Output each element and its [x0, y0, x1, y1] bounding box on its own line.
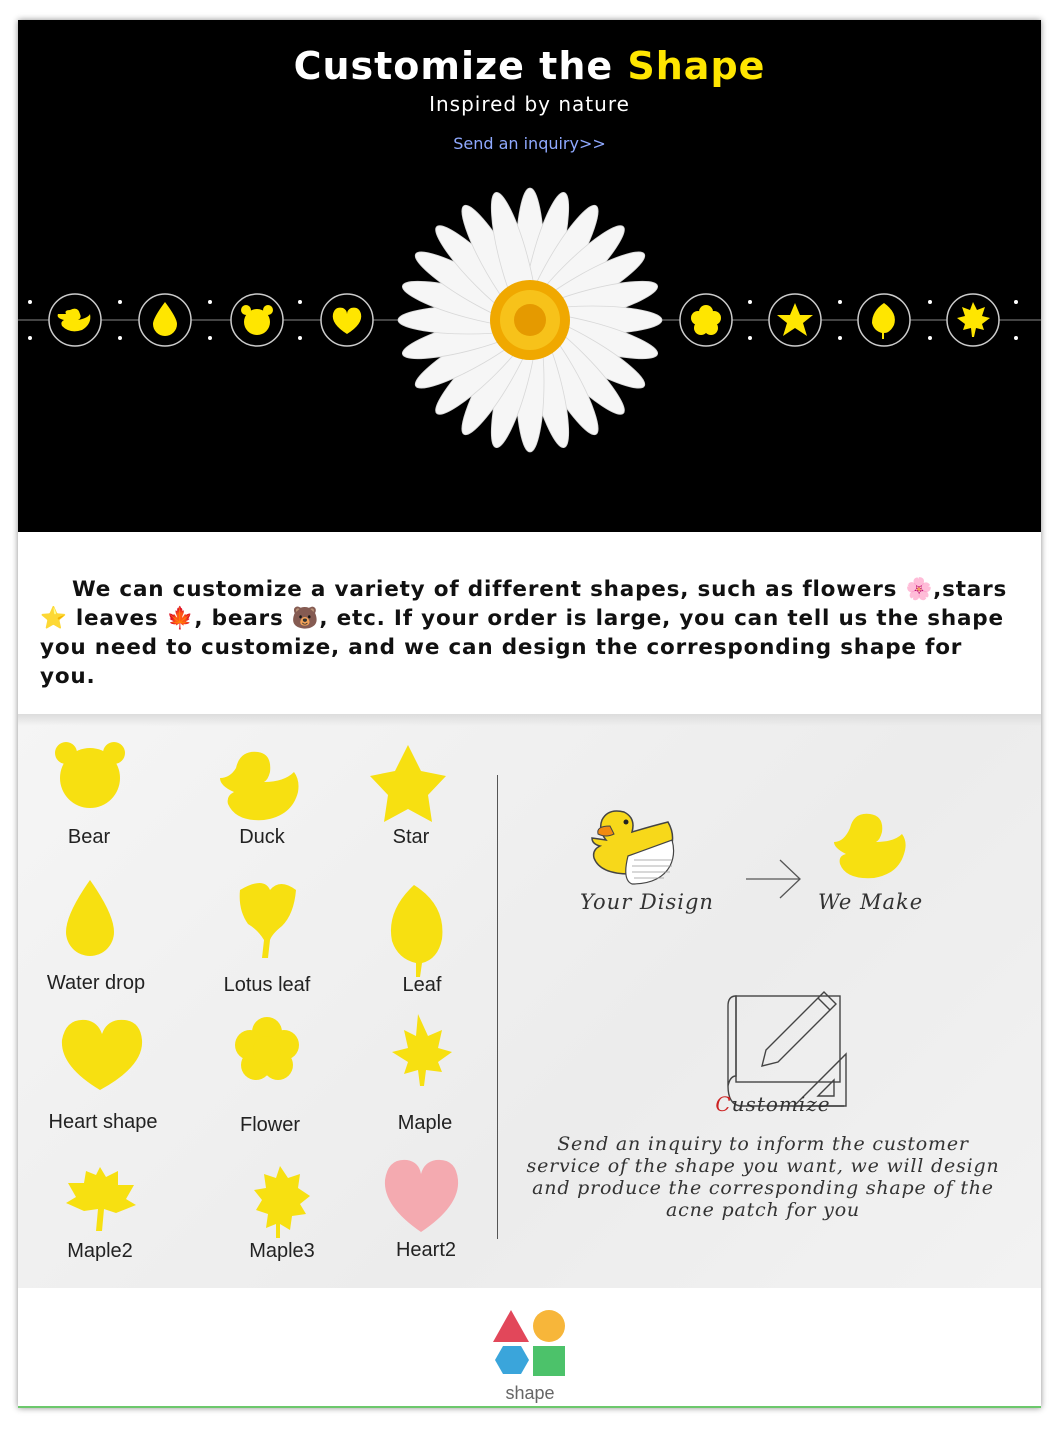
shape-label-flower: Flower — [239, 1114, 300, 1136]
footer-divider — [18, 1406, 1041, 1408]
star-shape-icon — [370, 745, 446, 822]
process-graphics — [498, 714, 1041, 1114]
heart2-shape-icon — [385, 1160, 458, 1232]
bear-emoji-icon: 🐻 — [291, 606, 320, 631]
star-emoji-icon: ⭐ — [40, 606, 68, 631]
send-inquiry-link[interactable]: Send an inquiry>> — [453, 134, 606, 153]
leaf-shape-icon — [391, 885, 443, 977]
shape-label-water-drop: Water drop — [46, 972, 146, 994]
shape-logo-icon — [493, 1308, 569, 1384]
shape-label-maple: Maple — [397, 1112, 453, 1134]
shape-label-maple2: Maple2 — [67, 1240, 133, 1262]
logo-text: shape — [505, 1383, 555, 1403]
shape-label-bear: Bear — [67, 826, 111, 848]
design-duck-sketch-icon — [592, 811, 674, 884]
flower-shape-icon — [235, 1017, 299, 1080]
shape-label-star: Star — [392, 826, 430, 848]
shape-label-lotus-leaf: Lotus leaf — [223, 974, 311, 996]
water-drop-shape-icon — [66, 880, 114, 956]
customize-sketch-icon — [728, 992, 846, 1106]
customize-description: Send an inquiry to inform the customer service of the shape you want, we will design and produce the corresponding shape of the acne patch for you — [526, 1133, 1000, 1221]
hero-subtitle: Inspired by nature — [429, 92, 630, 116]
shape-label-heart2: Heart2 — [395, 1239, 457, 1261]
flower-emoji-icon: 🌸 — [905, 577, 934, 602]
shape-label-maple3: Maple3 — [249, 1240, 315, 1262]
made-duck-icon — [834, 814, 906, 878]
shape-label-duck: Duck — [239, 826, 285, 848]
maple-shape-icon — [392, 1014, 452, 1086]
lotus-leaf-shape-icon — [240, 883, 296, 958]
maple3-shape-icon — [254, 1166, 310, 1238]
we-make-label: We Make — [818, 890, 924, 914]
bear-shape-icon — [55, 742, 125, 808]
arrow-right-icon — [746, 860, 800, 898]
page-frame — [18, 20, 1041, 1408]
intro-paragraph: We can customize a variety of different shapes, such as flowers 🌸,stars ⭐ leaves 🍁, bears 🐻, etc. If your order is large, you can tell us the shape you need to customize, and we can design the corresponding shape for you. — [40, 577, 1008, 689]
shape-label-leaf: Leaf — [402, 974, 442, 996]
customize-title: Customize — [715, 1092, 831, 1116]
shape-label-heart: Heart shape — [48, 1111, 158, 1133]
hero-title: Customize the Shape — [293, 44, 766, 88]
maple2-shape-icon — [66, 1167, 136, 1231]
maple-leaf-emoji-icon: 🍁 — [166, 606, 195, 631]
heart-shape-icon — [62, 1020, 142, 1090]
duck-shape-icon — [220, 752, 299, 820]
your-design-label: Your Disign — [580, 890, 714, 914]
